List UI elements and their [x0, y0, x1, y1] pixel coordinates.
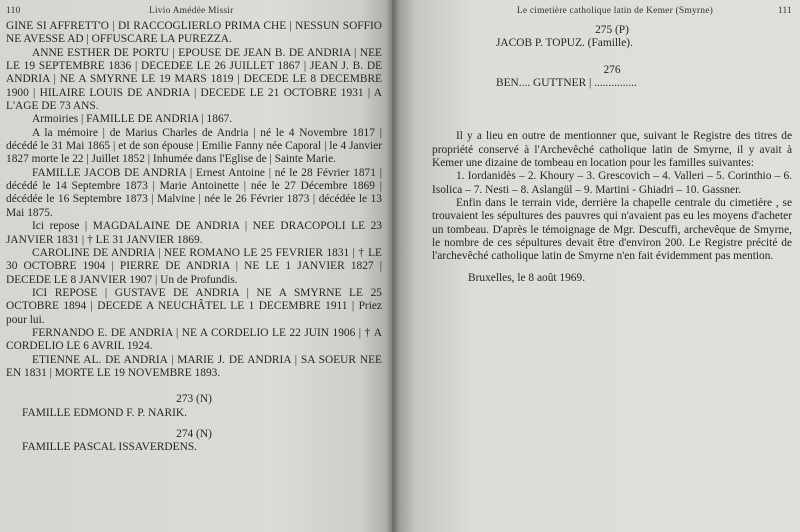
- right-running-title: Le cimetière catholique latin de Kemer (Smyrne): [516, 6, 713, 16]
- left-page-number: 110: [6, 6, 21, 16]
- inscription-paragraph: GINE SI AFFRETT'O | DI RACCOGLIERLO PRIMA CHE | NESSUN SOFFIO NE AVESSE AD | OFFUSCARE LA PUREZZA.: [6, 20, 382, 46]
- inscription-paragraph: Ici repose | MAGDALAINE DE ANDRIA | NEE DRACOPOLI LE 23 JANVIER 1831 | † LE 31 JANVIER 1869.: [6, 220, 382, 246]
- right-page-number: 111: [777, 6, 792, 16]
- left-page: [0, 0, 392, 532]
- entry-number: 276: [603, 63, 621, 76]
- entry-number: 273 (N): [176, 393, 212, 406]
- date-line: Bruxelles, le 8 août 1969.: [468, 271, 586, 284]
- body-paragraph: 1. Iordanidès – 2. Khoury – 3. Grescovich – 4. Valleri – 5. Corinthio – 6. Isolica – 7. Nesti – 8. Aslangül – 9. Martini - Ghiadri – 10. Gassner.: [432, 170, 792, 196]
- right-page: [392, 0, 800, 532]
- entry-number: 274 (N): [176, 427, 212, 440]
- entry-number: 275 (P): [595, 24, 629, 36]
- entry-title: JACOB P. TOPUZ. (Famille).: [496, 37, 633, 50]
- left-running-head: [6, 4, 382, 20]
- book-gutter: [386, 0, 400, 532]
- right-running-head: [432, 4, 792, 20]
- body-paragraph: Il y a lieu en outre de mentionner que, suivant le Registre des titres de propriété conservé à l'Archevêché catholique latin de Smyrne, il y avait à Kemer une dizaine de tombeau en location pour les familles suivantes:: [432, 130, 792, 170]
- inscription-paragraph: ETIENNE AL. DE ANDRIA | MARIE J. DE ANDRIA | SA SOEUR NEE EN 1831 | MORTE LE 19 NOVEMBRE 1893.: [6, 353, 382, 379]
- inscription-paragraph: CAROLINE DE ANDRIA | NEE ROMANO LE 25 FEVRIER 1831 | † LE 30 OCTOBRE 1904 | PIERRE DE ANDRIA | NE LE 1 JANVIER 1827 | DECEDE LE 8 JANVIER 1907 | Un de Profundis.: [6, 246, 382, 286]
- inscription-paragraph: ANNE ESTHER DE PORTU | EPOUSE DE JEAN B. DE ANDRIA | NEE LE 19 SEPTEMBRE 1836 | DECEDEE LE 26 JUILLET 1867 | JEAN J. B. DE ANDRIA | NE A SMYRNE LE 19 MARS 1819 | DECEDE LE 8 DECEMBRE 1900 | HILAIRE LOUIS DE ANDRIA | DECEDE LE 21 OCTOBRE 1931 | A L'AGE DE 73 ANS.: [6, 46, 382, 113]
- entry-title: FAMILLE PASCAL ISSAVERDENS.: [22, 441, 198, 454]
- left-running-title: Livio Amédée Missir: [148, 6, 234, 16]
- inscription-paragraph: FAMILLE JACOB DE ANDRIA | Ernest Antoine | né le 28 Février 1871 | décédé le 14 Septembre 1873 | Marie Antoinette | née le 27 Décembre 1869 | décédée le 16 Septembre 1873 | Malvine | née le 26 Février 1873 | décédée le 13 Mai 1875.: [6, 166, 382, 219]
- inscription-paragraph: Armoiries | FAMILLE DE ANDRIA | 1867.: [32, 113, 233, 126]
- inscription-paragraph: FERNANDO E. DE ANDRIA | NE A CORDELIO LE 22 JUIN 1906 | † A CORDELIO LE 6 AVRIL 1924.: [6, 326, 382, 353]
- entry-title: FAMILLE EDMOND F. P. NARIK.: [22, 406, 187, 419]
- inscription-paragraph: ICI REPOSE | GUSTAVE DE ANDRIA | NE A SMYRNE LE 25 OCTOBRE 1894 | DECEDE A NEUCHÂTEL LE 1 DECEMBRE 1911 | Priez pour lui.: [6, 286, 382, 326]
- left-body-text: [6, 20, 382, 380]
- right-body-text: [432, 24, 792, 285]
- inscription-paragraph: A la mémoire | de Marius Charles de Andria | né le 4 Novembre 1817 | décédé le 31 Mai 1865 | et de son épouse | Emilie Fanny née Caporal | le 4 Janvier 1827 morte le 22 | Juillet 1852 | Inhumée dans l'Eglise de | Sainte Marie.: [6, 126, 382, 166]
- body-paragraph: Enfin dans le terrain vide, derrière la chapelle centrale du cimetière , se trouvaient les sépultures des pauvres qui n'avaient pas eu les moyens d'acheter un tombeau. D'après le témoignage de Mgr. Descuffi, archevêque de Smyrne, le nombre de ces sépultures devait être d'environ 200. Le Registre précité de l'archevêché catholique latin de Smyrne n'en fait évidemment pas mention.: [432, 197, 792, 263]
- entry-title: BEN.... GUTTNER | ...............: [496, 77, 637, 90]
